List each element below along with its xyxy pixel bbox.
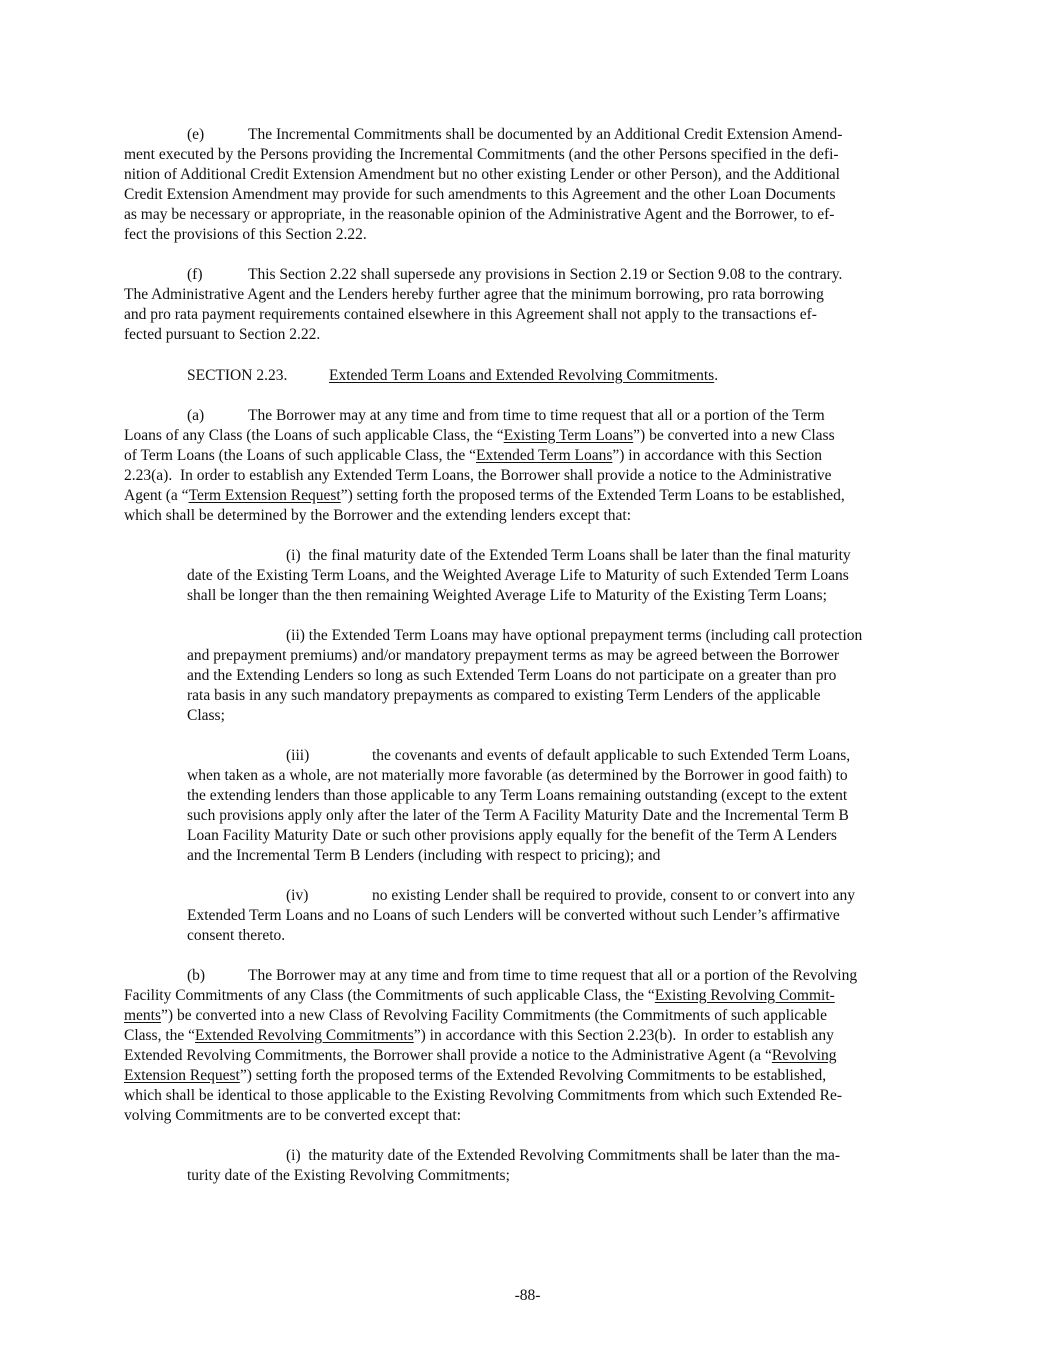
- text-line: (i) the final maturity date of the Extended Term Loans shall be later than the final maturity: [286, 547, 851, 564]
- section-number: SECTION 2.23.: [187, 367, 288, 384]
- defined-term: ments: [124, 1007, 162, 1024]
- text-line: [124, 986, 835, 1006]
- text-line: This Section 2.22 shall supersede any provisions in Section 2.19 or Section 9.08 to the contrary.: [248, 266, 843, 283]
- paragraph-label: (f): [187, 266, 203, 283]
- text-run: ”) in accordance with this Section 2.23(b). In order to establish any: [413, 1027, 834, 1044]
- text-line: [124, 1006, 827, 1026]
- text-line: The Borrower may at any time and from time to time request that all or a portion of the Term: [248, 407, 825, 424]
- defined-term: Revolving: [771, 1047, 837, 1064]
- text-line: such provisions apply only after the later of the Term A Facility Maturity Date and the Incremental Term B: [187, 807, 849, 824]
- text-run: Class, the “: [124, 1027, 196, 1044]
- page-number: -88-: [514, 1287, 541, 1304]
- text-line: 2.23(a). In order to establish any Extended Term Loans, the Borrower shall provide a notice to the Administrative: [124, 467, 832, 484]
- text-line: rata basis in any such mandatory prepayments as compared to existing Term Lenders of the applicable: [187, 687, 821, 704]
- text-line: consent thereto.: [187, 927, 286, 944]
- text-line: (i) the maturity date of the Extended Revolving Commitments shall be later than the ma-: [286, 1147, 840, 1164]
- text-line: and prepayment premiums) and/or mandatory prepayment terms as may be agreed between the Borrower: [187, 647, 840, 664]
- text-line: date of the Existing Term Loans, and the Weighted Average Life to Maturity of such Extended Term Loans: [187, 567, 849, 584]
- text-run: Facility Commitments of any Class (the Commitments of such applicable Class, the “: [124, 987, 655, 1004]
- clause-label: (iv): [286, 887, 309, 904]
- text-run: of Term Loans (the Loans of such applicable Class, the “: [124, 447, 477, 464]
- text-line: the covenants and events of default applicable to such Extended Term Loans,: [372, 747, 851, 764]
- text-run: ”) be converted into a new Class of Revolving Facility Commitments (the Commitments of such applicable: [161, 1007, 827, 1024]
- defined-term: Existing Revolving Commit-: [654, 987, 835, 1004]
- clause-label: (iii): [286, 747, 310, 764]
- text-line: nition of Additional Credit Extension Amendment but no other existing Lender or other Person), and the Additional: [124, 166, 840, 183]
- text-run: ”) in accordance with this Section: [612, 447, 822, 464]
- text-line: The Administrative Agent and the Lenders hereby further agree that the minimum borrowing, pro rata borrowing: [124, 286, 824, 303]
- section-title-period: .: [714, 367, 719, 384]
- text-run: ”) be converted into a new Class: [633, 427, 835, 444]
- text-run: ”) setting forth the proposed terms of the Extended Term Loans to be established,: [340, 487, 845, 504]
- text-line: the extending lenders than those applicable to any Term Loans remaining outstanding (except to the extent: [187, 787, 848, 804]
- text-line: when taken as a whole, are not materially more favorable (as determined by the Borrower in good faith) to: [187, 767, 848, 784]
- text-run: Agent (a “: [124, 487, 189, 504]
- paragraph-label: (b): [187, 967, 206, 984]
- paragraph-label: (e): [187, 126, 205, 143]
- text-line: [124, 1026, 834, 1046]
- section-title: Extended Term Loans and Extended Revolving Commitments: [329, 367, 715, 384]
- defined-term: Term Extension Request: [188, 487, 341, 504]
- text-line: ment executed by the Persons providing the Incremental Commitments (and the other Persons specified in the defi-: [124, 146, 839, 163]
- text-line: Credit Extension Amendment may provide for such amendments to this Agreement and the other Loan Documents: [124, 186, 836, 203]
- text-line: as may be necessary or appropriate, in the reasonable opinion of the Administrative Agent and the Borrower, to ef-: [124, 206, 835, 223]
- defined-term: Extension Request: [124, 1067, 240, 1084]
- text-line: [124, 426, 835, 446]
- text-run: Extended Revolving Commitments, the Borrower shall provide a notice to the Administrative Agent (a “: [124, 1047, 772, 1064]
- text-line: Class;: [187, 707, 225, 724]
- text-line: turity date of the Existing Revolving Commitments;: [187, 1167, 510, 1184]
- text-run: Loans of any Class (the Loans of such applicable Class, the “: [124, 427, 504, 444]
- text-line: The Incremental Commitments shall be documented by an Additional Credit Extension Amend-: [248, 126, 843, 143]
- text-line: which shall be identical to those applicable to the Existing Revolving Commitments from which such Extended Re-: [124, 1087, 843, 1104]
- text-run: ”) setting forth the proposed terms of the Extended Revolving Commitments to be established,: [239, 1067, 827, 1084]
- text-line: fect the provisions of this Section 2.22.: [124, 226, 367, 243]
- text-line: which shall be determined by the Borrower and the extending lenders except that:: [124, 507, 632, 524]
- text-line: (ii) the Extended Term Loans may have optional prepayment terms (including call protection: [286, 627, 863, 644]
- text-line: [124, 1066, 826, 1086]
- text-line: shall be longer than the then remaining Weighted Average Life to Maturity of the Existing Term Loans;: [187, 587, 827, 604]
- text-line: [124, 486, 845, 506]
- text-line: volving Commitments are to be converted except that:: [124, 1107, 462, 1124]
- paragraph-label: (a): [187, 407, 205, 424]
- text-line: The Borrower may at any time and from time to time request that all or a portion of the Revolving: [248, 967, 858, 984]
- section-title-line: [329, 366, 718, 386]
- defined-term: Extended Term Loans: [476, 447, 613, 464]
- text-line: Extended Term Loans and no Loans of such Lenders will be converted without such Lender’s affirmative: [187, 907, 840, 924]
- text-line: and pro rata payment requirements contained elsewhere in this Agreement shall not apply to the transactions ef-: [124, 306, 817, 323]
- text-line: [124, 1046, 836, 1066]
- defined-term: Existing Term Loans: [503, 427, 634, 444]
- text-line: Loan Facility Maturity Date or such other provisions apply equally for the benefit of the Term A Lenders: [187, 827, 837, 844]
- text-line: fected pursuant to Section 2.22.: [124, 326, 321, 343]
- text-line: [124, 446, 822, 466]
- defined-term: Extended Revolving Commitments: [195, 1027, 414, 1044]
- text-line: and the Incremental Term B Lenders (including with respect to pricing); and: [187, 847, 661, 864]
- text-line: no existing Lender shall be required to provide, consent to or convert into any: [372, 887, 855, 904]
- text-line: and the Extending Lenders so long as such Extended Term Loans do not participate on a greater than pro: [187, 667, 837, 684]
